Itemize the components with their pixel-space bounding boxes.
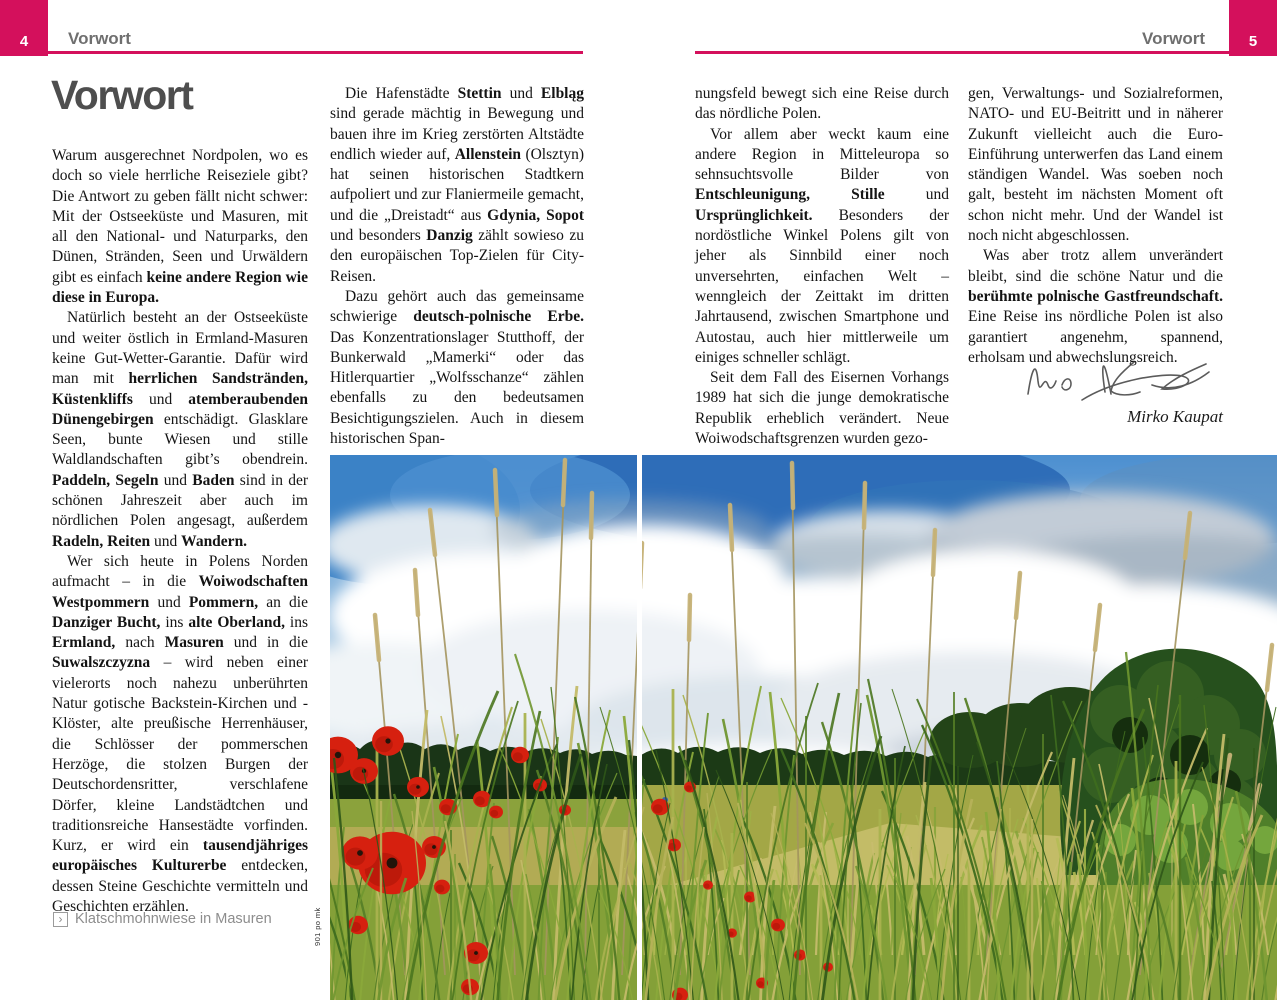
text-column-4 <box>968 84 1223 368</box>
running-head-right: Vorwort <box>1142 29 1205 48</box>
chevron-right-icon: › <box>53 912 68 927</box>
paragraph: Natürlich besteht an der Ostseeküste und weiter östlich in Ermland-Masuren keine Gut-Wetter-Garantie. Dafür wird man mit herrlichen Sandstränden, Küstenkliffs und atemberaubenden Dünengebirgen entschädigt. Glasklare Seen, bunte Wiesen und stille Waldlandschaften gibt’s obendrein. Paddeln, Segeln und Baden sind in der schönen Jahreszeit aber auch im nördlichen Polen angesagt, außerdem Radeln, Reiten und Wandern. <box>52 309 309 550</box>
text-column-2 <box>330 84 584 449</box>
paragraph: Seit dem Fall des Eisernen Vorhangs 1989 hat sich die junge demokratische Republik erheblich verändert. Neue Woiwodschaftsgrenzen wurden gezo- <box>695 369 949 448</box>
photo-credit: 901 po mk <box>313 907 322 946</box>
paragraph: Wer sich heute in Polens Norden aufmacht – in die Woiwodschaften Westpommern und Pommern, an die Danziger Bucht, ins alte Oberland, ins Ermland, nach Masuren und in die Suwalszczyzna – wird neben einer vielerorts noch nahezu unberührten Natur gotische Backstein-Kirchen und -Klöster, alte preußische Herrenhäuser, die Schlösser der pommerschen Herzöge, die stolzen Burgen der Deutschordensritter, verschlafene Dörfer, kleine Landstädtchen und traditionsreiche Hansestädte vorfinden. Kurz, er wird ein tausendjähriges europäisches Kulturerbe entdecken, dessen Steine Geschichte vermitteln und Geschichten erzählen. <box>52 552 308 915</box>
paragraph: Was aber trotz allem unverändert bleibt, sind die schöne Natur und die berühmte polnische Gastfreundschaft. Eine Reise ins nördliche Polen ist also garantiert angenehm, spannend, erholsam und abwechslungsreich. <box>968 247 1223 366</box>
photo-caption <box>53 911 272 927</box>
header-rule-right <box>695 51 1229 54</box>
text-column-3 <box>695 84 949 449</box>
paragraph: gen, Verwaltungs- und Sozialreformen, NATO- und EU-Beitritt und in näherer Zukunft vielleicht auch die Euro-Einführung unterwerfen das Land einem ständigen Wandel. Was soeben noch galt, besteht im nächsten Moment oft schon nicht mehr. Und der Wandel ist noch nicht abgeschlossen. <box>968 85 1223 245</box>
paragraph: Vor allem aber weckt kaum eine andere Region in Mitteleuropa so sehnsuchtsvolle Bilder von Entschleunigung, Stille und Ursprünglichkeit. Besonders der nordöstliche Winkel Polens gilt von jeher als Sinnbild einer noch unversehrten, einfachen Welt – wenngleich der Zeittakt im dritten Jahrtausend, zwischen Smartphone und Autostau, auch hier mittlerweile um einiges schneller schlägt. <box>695 125 949 366</box>
paragraph: nungsfeld bewegt sich eine Reise durch das nördliche Polen. <box>695 85 949 123</box>
paragraph: Warum ausgerechnet Nordpolen, wo es doch so viele herrliche Reiseziele gibt? Die Antwort zu geben fällt nicht schwer: Mit der Ostseeküste und Masuren, mit all den National- und Naturparks, den Dünen, Stränden, Seen und Urwäldern gibt es einfach keine andere Region wie diese in Europa. <box>52 147 308 307</box>
page-number-tab-left <box>0 0 48 56</box>
page-number: 5 <box>1248 33 1258 50</box>
paragraph: Dazu gehört auch das gemeinsame schwierige deutsch-polnische Erbe. Das Konzentrationslager Stutthoff, der Bunkerwald „Mamerki“ oder das Hitlerquartier „Wolfsschanze“ zählen ebenfalls zu den bedeutsamen Besichtigungszielen. Auch in diesem historischen Span- <box>330 287 584 448</box>
photo-poppy-meadow <box>330 455 1277 1000</box>
author-signature-handwriting <box>1010 350 1225 412</box>
running-head-left: Vorwort <box>68 29 131 48</box>
author-name: Mirko Kaupat <box>1127 407 1223 426</box>
header-rule-left <box>48 51 583 54</box>
page-number-tab-right <box>1229 0 1277 56</box>
page-number: 4 <box>19 33 29 50</box>
text-column-1 <box>52 146 308 917</box>
page-title: Vorwort <box>51 72 193 118</box>
paragraph: Die Hafenstädte Stettin und Elbląg sind gerade mächtig in Bewegung und bauen ihre im Krieg zerstörten Altstädte endlich wieder auf, Allenstein (Olsztyn) hat seinen historischen Stadtkern aufpoliert und zur Flaniermeile gemacht, und die „Dreistadt“ aus Gdynia, Sopot und besonders Danzig zählt sowieso zu den europäischen Top-Zielen für City-Reisen. <box>330 85 584 285</box>
photo-caption-text: Klatschmohnwiese in Masuren <box>75 911 272 927</box>
page-gutter <box>637 455 642 1000</box>
